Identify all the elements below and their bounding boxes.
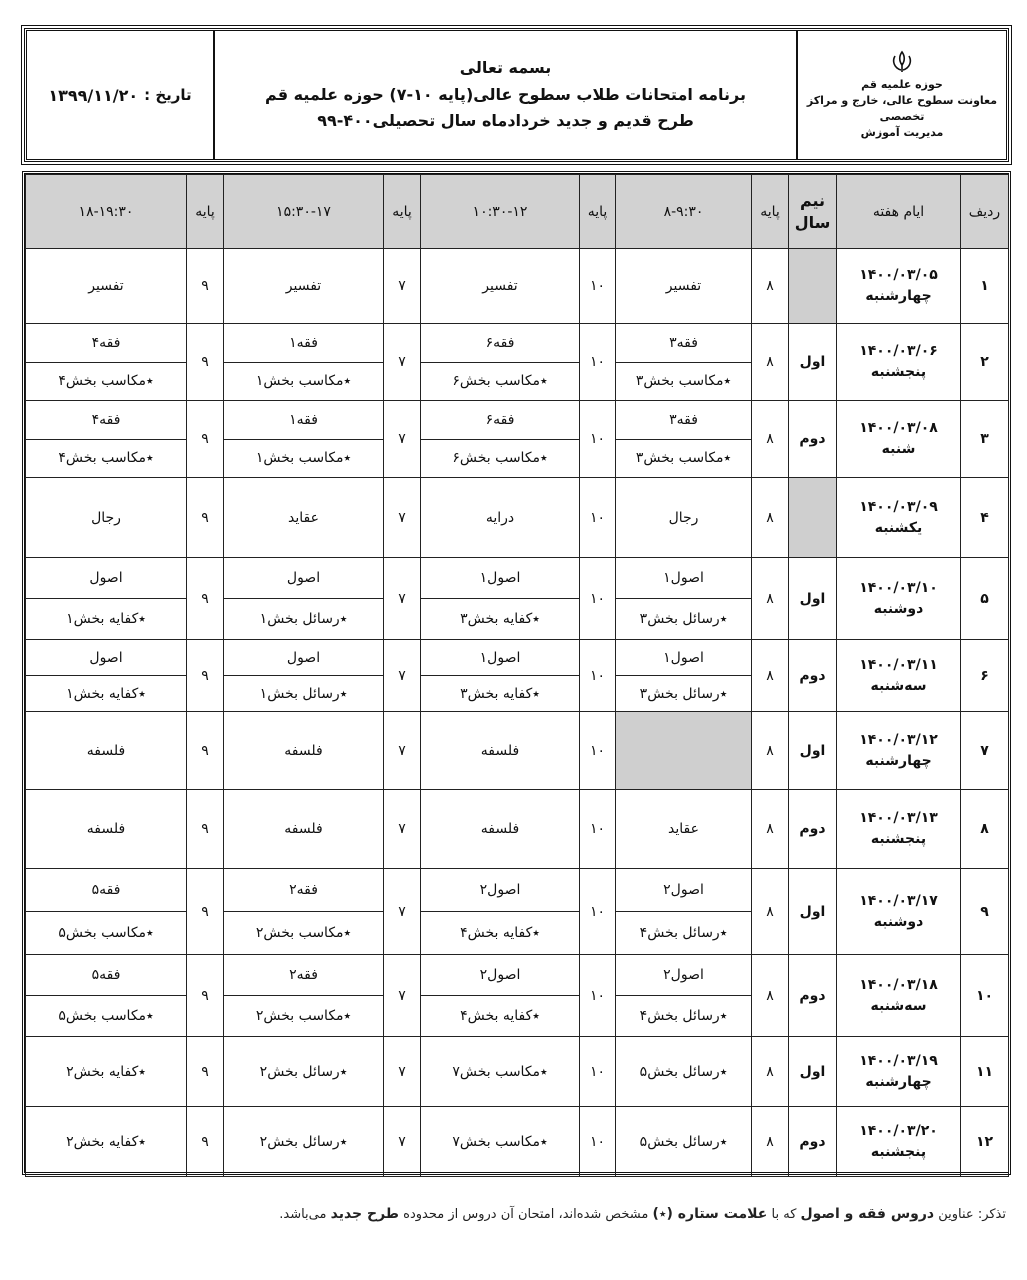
row-grade: ۷ [384,869,421,955]
exam-subject-new-plan-slot-4: ٭مکاسب بخش۵ [26,912,187,955]
row-grade: ۸ [752,324,789,401]
row-grade: ۸ [752,478,789,558]
row-half-year [789,478,837,558]
row-grade: ۷ [384,640,421,712]
header-half-line2: سال [794,212,831,232]
row-day [837,790,961,869]
row-half-year: اول [789,869,837,955]
exam-subject-new-plan-slot-2: ٭کفایه بخش۳ [421,599,580,640]
exam-subject-slot-2: اصول۱ [421,558,580,599]
exam-subject-slot-4: فلسفه [26,712,187,790]
row-grade: ۸ [752,955,789,1037]
row-grade: ۹ [187,640,224,712]
row-date: ۱۴۰۰/۰۳/۱۰ [859,579,938,596]
exam-subject-new-plan-slot-1: ٭مکاسب بخش۳ [616,439,752,478]
row-half-year: اول [789,712,837,790]
row-number: ۳ [961,401,1009,478]
row-grade: ۷ [384,324,421,401]
row-weekday: پنجشنبه [870,831,927,847]
header-slot-3: ۱۵:۳۰-۱۷ [224,175,384,249]
table-row [26,558,1009,599]
exam-subject-slot-2: اصول۲ [421,869,580,912]
exam-subject-new-plan-slot-1: ٭رسائل بخش۴ [616,996,752,1037]
row-day [837,478,961,558]
row-number: ۵ [961,558,1009,640]
row-number: ۴ [961,478,1009,558]
table-row [26,324,1009,363]
exam-subject-slot-4: ٭کفایه بخش۲ [26,1107,187,1177]
row-date: ۱۴۰۰/۰۳/۰۹ [859,498,938,515]
row-grade: ۱۰ [580,249,616,324]
exam-subject-slot-4: فلسفه [26,790,187,869]
document-title: برنامه امتحانات طلاب سطوح عالی(پایه ۱۰-۷) حوزه علمیه قم [265,84,746,104]
row-number: ۶ [961,640,1009,712]
row-half-year [789,249,837,324]
row-day [837,869,961,955]
row-half-year: اول [789,1037,837,1107]
exam-subject-slot-4: تفسیر [26,249,187,324]
exam-subject-slot-1: اصول۲ [616,869,752,912]
exam-subject-slot-3: فقه۲ [224,955,384,996]
row-number: ۲ [961,324,1009,401]
row-grade: ۹ [187,790,224,869]
exam-subject-slot-3: ٭رسائل بخش۲ [224,1107,384,1177]
row-number: ۱۰ [961,955,1009,1037]
row-grade: ۱۰ [580,712,616,790]
exam-subject-slot-3: فقه۲ [224,869,384,912]
table-row [26,1037,1009,1107]
row-grade: ۸ [752,401,789,478]
row-half-year: اول [789,558,837,640]
header-half-line1: نیم [799,190,826,210]
row-date: ۱۴۰۰/۰۳/۱۲ [859,731,938,748]
exam-subject-slot-4: ٭کفایه بخش۲ [26,1037,187,1107]
exam-schedule-table [25,174,1009,1177]
row-grade: ۹ [187,955,224,1037]
row-day [837,558,961,640]
row-grade: ۸ [752,869,789,955]
row-date: ۱۴۰۰/۰۳/۰۵ [859,267,938,283]
row-grade: ۷ [384,558,421,640]
row-day [837,640,961,712]
note-text-4: می‌باشد. [279,1207,327,1222]
row-half-year: دوم [789,1107,837,1177]
row-number: ۹ [961,869,1009,955]
row-day [837,324,961,401]
row-date: ۱۴۰۰/۰۳/۲۰ [859,1122,938,1139]
row-grade: ۷ [384,249,421,324]
exam-subject-slot-2: تفسیر [421,249,580,324]
row-half-year: دوم [789,955,837,1037]
row-number: ۸ [961,790,1009,869]
row-grade: ۷ [384,955,421,1037]
table-row [26,249,1009,324]
exam-subject-slot-2: فلسفه [421,790,580,869]
row-grade: ۹ [187,324,224,401]
exam-subject-slot-2: فقه۶ [421,401,580,440]
row-number: ۱ [961,249,1009,324]
exam-subject-new-plan-slot-1: ٭مکاسب بخش۳ [616,362,752,401]
row-grade: ۷ [384,1037,421,1107]
footnote [24,1206,1006,1222]
note-bold-1: دروس فقه و اصول [800,1206,935,1222]
table-row [26,869,1009,912]
row-grade: ۱۰ [580,478,616,558]
row-weekday: پنجشنبه [870,1143,927,1160]
date-block [27,31,213,159]
header-grade: پایه [187,175,224,249]
header-slot-4: ۱۸-۱۹:۳۰ [26,175,187,249]
row-half-year: دوم [789,401,837,478]
row-grade: ۱۰ [580,401,616,478]
exam-subject-slot-1: اصول۱ [616,558,752,599]
row-grade: ۱۰ [580,790,616,869]
table-row [26,712,1009,790]
row-grade: ۹ [187,249,224,324]
exam-subject-new-plan-slot-1: ٭رسائل بخش۳ [616,599,752,640]
row-date: ۱۴۰۰/۰۳/۱۷ [859,892,938,909]
exam-subject-slot-3: اصول [224,640,384,676]
row-grade: ۹ [187,1107,224,1177]
exam-subject-new-plan-slot-2: ٭کفایه بخش۳ [421,676,580,712]
exam-subject-new-plan-slot-2: ٭مکاسب بخش۶ [421,362,580,401]
row-grade: ۹ [187,1037,224,1107]
table-row [26,640,1009,676]
header-grade: پایه [384,175,421,249]
exam-subject-slot-3: فقه۱ [224,324,384,363]
row-grade: ۷ [384,790,421,869]
exam-subject-new-plan-slot-3: ٭مکاسب بخش۱ [224,439,384,478]
document-header [24,28,1009,162]
exam-subject-slot-2: ٭مکاسب بخش۷ [421,1037,580,1107]
exam-subject-slot-2: درایه [421,478,580,558]
exam-subject-slot-1: فقه۳ [616,324,752,363]
exam-subject-new-plan-slot-2: ٭کفایه بخش۴ [421,996,580,1037]
exam-subject-new-plan-slot-1: ٭رسائل بخش۳ [616,676,752,712]
exam-subject-slot-2: ٭مکاسب بخش۷ [421,1107,580,1177]
row-grade: ۱۰ [580,955,616,1037]
table-row [26,790,1009,869]
row-grade: ۷ [384,401,421,478]
table-row [26,478,1009,558]
row-day [837,401,961,478]
exam-subject-slot-3: عقاید [224,478,384,558]
exam-subject-new-plan-slot-2: ٭کفایه بخش۴ [421,912,580,955]
exam-subject-slot-3: فلسفه [224,712,384,790]
exam-subject-slot-1 [616,712,752,790]
exam-subject-new-plan-slot-4: ٭کفایه بخش۱ [26,599,187,640]
row-grade: ۸ [752,640,789,712]
row-day [837,1107,961,1177]
exam-subject-slot-3: فقه۱ [224,401,384,440]
exam-subject-slot-4: فقه۵ [26,955,187,996]
row-date: ۱۴۰۰/۰۳/۱۹ [859,1052,938,1069]
org-line2: معاونت سطوح عالی، خارج و مراکز تخصصی [806,94,998,123]
exam-subject-slot-3: ٭رسائل بخش۲ [224,1037,384,1107]
header-half-year [789,175,837,249]
exam-subject-slot-2: اصول۲ [421,955,580,996]
exam-subject-slot-3: تفسیر [224,249,384,324]
exam-subject-slot-4: فقه۴ [26,401,187,440]
row-date: ۱۴۰۰/۰۳/۰۸ [859,420,938,436]
exam-subject-slot-3: فلسفه [224,790,384,869]
header-slot-2: ۱۰:۳۰-۱۲ [421,175,580,249]
header-row-number: ردیف [961,175,1009,249]
row-date: ۱۴۰۰/۰۳/۱۸ [859,976,938,993]
exam-subject-slot-2: اصول۱ [421,640,580,676]
row-grade: ۷ [384,712,421,790]
row-number: ۱۲ [961,1107,1009,1177]
row-grade: ۸ [752,558,789,640]
note-text-3: مشخص شده‌اند، امتحان آن دروس از محدوده [403,1207,649,1222]
row-grade: ۹ [187,869,224,955]
row-grade: ۷ [384,478,421,558]
exam-subject-slot-3: اصول [224,558,384,599]
header-slot-1: ۸-۹:۳۰ [616,175,752,249]
exam-schedule [22,171,1011,1175]
row-grade: ۱۰ [580,324,616,401]
exam-subject-slot-1: تفسیر [616,249,752,324]
exam-subject-slot-4: فقه۴ [26,324,187,363]
exam-subject-new-plan-slot-4: ٭مکاسب بخش۴ [26,362,187,401]
row-day [837,955,961,1037]
exam-subject-new-plan-slot-3: ٭رسائل بخش۱ [224,599,384,640]
exam-subject-slot-2: فقه۶ [421,324,580,363]
header-weekday: ایام هفته [837,175,961,249]
row-weekday: دوشنبه [873,600,924,617]
header-grade: پایه [580,175,616,249]
row-grade: ۸ [752,712,789,790]
date-label: تاریخ : [144,86,192,104]
exam-subject-slot-4: رجال [26,478,187,558]
org-line1: حوزه علمیه قم [861,78,943,92]
header-grade: پایه [752,175,789,249]
row-date: ۱۴۰۰/۰۳/۱۳ [859,810,938,826]
row-grade: ۹ [187,478,224,558]
row-day [837,249,961,324]
exam-subject-new-plan-slot-2: ٭مکاسب بخش۶ [421,439,580,478]
exam-subject-new-plan-slot-1: ٭رسائل بخش۴ [616,912,752,955]
exam-subject-slot-1: ٭رسائل بخش۵ [616,1037,752,1107]
note-bold-3: طرح جدید [330,1206,399,1222]
row-weekday: چهارشنبه [865,288,932,304]
exam-subject-slot-1: اصول۱ [616,640,752,676]
organization-block [796,31,1006,159]
row-grade: ۹ [187,558,224,640]
row-weekday: دوشنبه [873,913,924,930]
table-row [26,1107,1009,1177]
row-grade: ۱۰ [580,558,616,640]
row-half-year: دوم [789,640,837,712]
document-title-block [213,31,796,159]
exam-subject-new-plan-slot-3: ٭مکاسب بخش۱ [224,362,384,401]
table-row [26,401,1009,440]
exam-subject-slot-2: فلسفه [421,712,580,790]
exam-subject-new-plan-slot-4: ٭مکاسب بخش۵ [26,996,187,1037]
row-grade: ۸ [752,1107,789,1177]
row-grade: ۱۰ [580,869,616,955]
row-grade: ۱۰ [580,640,616,712]
note-text-1: تذکر: عناوین [938,1207,1006,1222]
iran-emblem-icon [889,49,915,75]
row-half-year: اول [789,324,837,401]
exam-subject-slot-4: فقه۵ [26,869,187,912]
row-grade: ۹ [187,401,224,478]
note-bold-2: علامت ستاره (٭) [652,1206,768,1222]
basmala: بسمه تعالی [459,58,552,78]
row-number: ۷ [961,712,1009,790]
row-date: ۱۴۰۰/۰۳/۰۶ [859,343,938,359]
row-date: ۱۴۰۰/۰۳/۱۱ [859,656,938,673]
row-half-year: دوم [789,790,837,869]
row-weekday: شنبه [881,441,916,457]
row-grade: ۸ [752,249,789,324]
exam-subject-slot-4: اصول [26,640,187,676]
exam-subject-slot-1: اصول۲ [616,955,752,996]
exam-subject-new-plan-slot-3: ٭رسائل بخش۱ [224,676,384,712]
row-weekday: چهارشنبه [865,1073,932,1090]
row-grade: ۷ [384,1107,421,1177]
exam-subject-slot-4: اصول [26,558,187,599]
document-subtitle: طرح قدیم و جدید خردادماه سال تحصیلی۴۰۰-۹۹ [317,111,694,131]
note-text-2: که با [771,1207,797,1222]
exam-subject-new-plan-slot-3: ٭مکاسب بخش۲ [224,996,384,1037]
org-line3: مدیریت آموزش [860,125,944,139]
table-header-row [26,175,1009,249]
row-number: ۱۱ [961,1037,1009,1107]
row-grade: ۹ [187,712,224,790]
row-grade: ۱۰ [580,1107,616,1177]
row-weekday: یکشنبه [874,519,923,536]
table-row [26,955,1009,996]
exam-subject-new-plan-slot-4: ٭مکاسب بخش۴ [26,439,187,478]
row-grade: ۸ [752,1037,789,1107]
exam-subject-slot-1: فقه۳ [616,401,752,440]
exam-subject-slot-1: ٭رسائل بخش۵ [616,1107,752,1177]
exam-subject-new-plan-slot-3: ٭مکاسب بخش۲ [224,912,384,955]
exam-subject-slot-1: عقاید [616,790,752,869]
row-weekday: چهارشنبه [865,752,932,769]
row-grade: ۱۰ [580,1037,616,1107]
exam-subject-slot-1: رجال [616,478,752,558]
row-day [837,712,961,790]
exam-subject-new-plan-slot-4: ٭کفایه بخش۱ [26,676,187,712]
row-day [837,1037,961,1107]
table-body [26,249,1009,1177]
date-value: ۱۳۹۹/۱۱/۲۰ [48,85,139,105]
row-grade: ۸ [752,790,789,869]
row-weekday: سه‌شنبه [870,677,927,694]
row-weekday: پنجشنبه [870,364,927,380]
row-weekday: سه‌شنبه [870,997,927,1014]
